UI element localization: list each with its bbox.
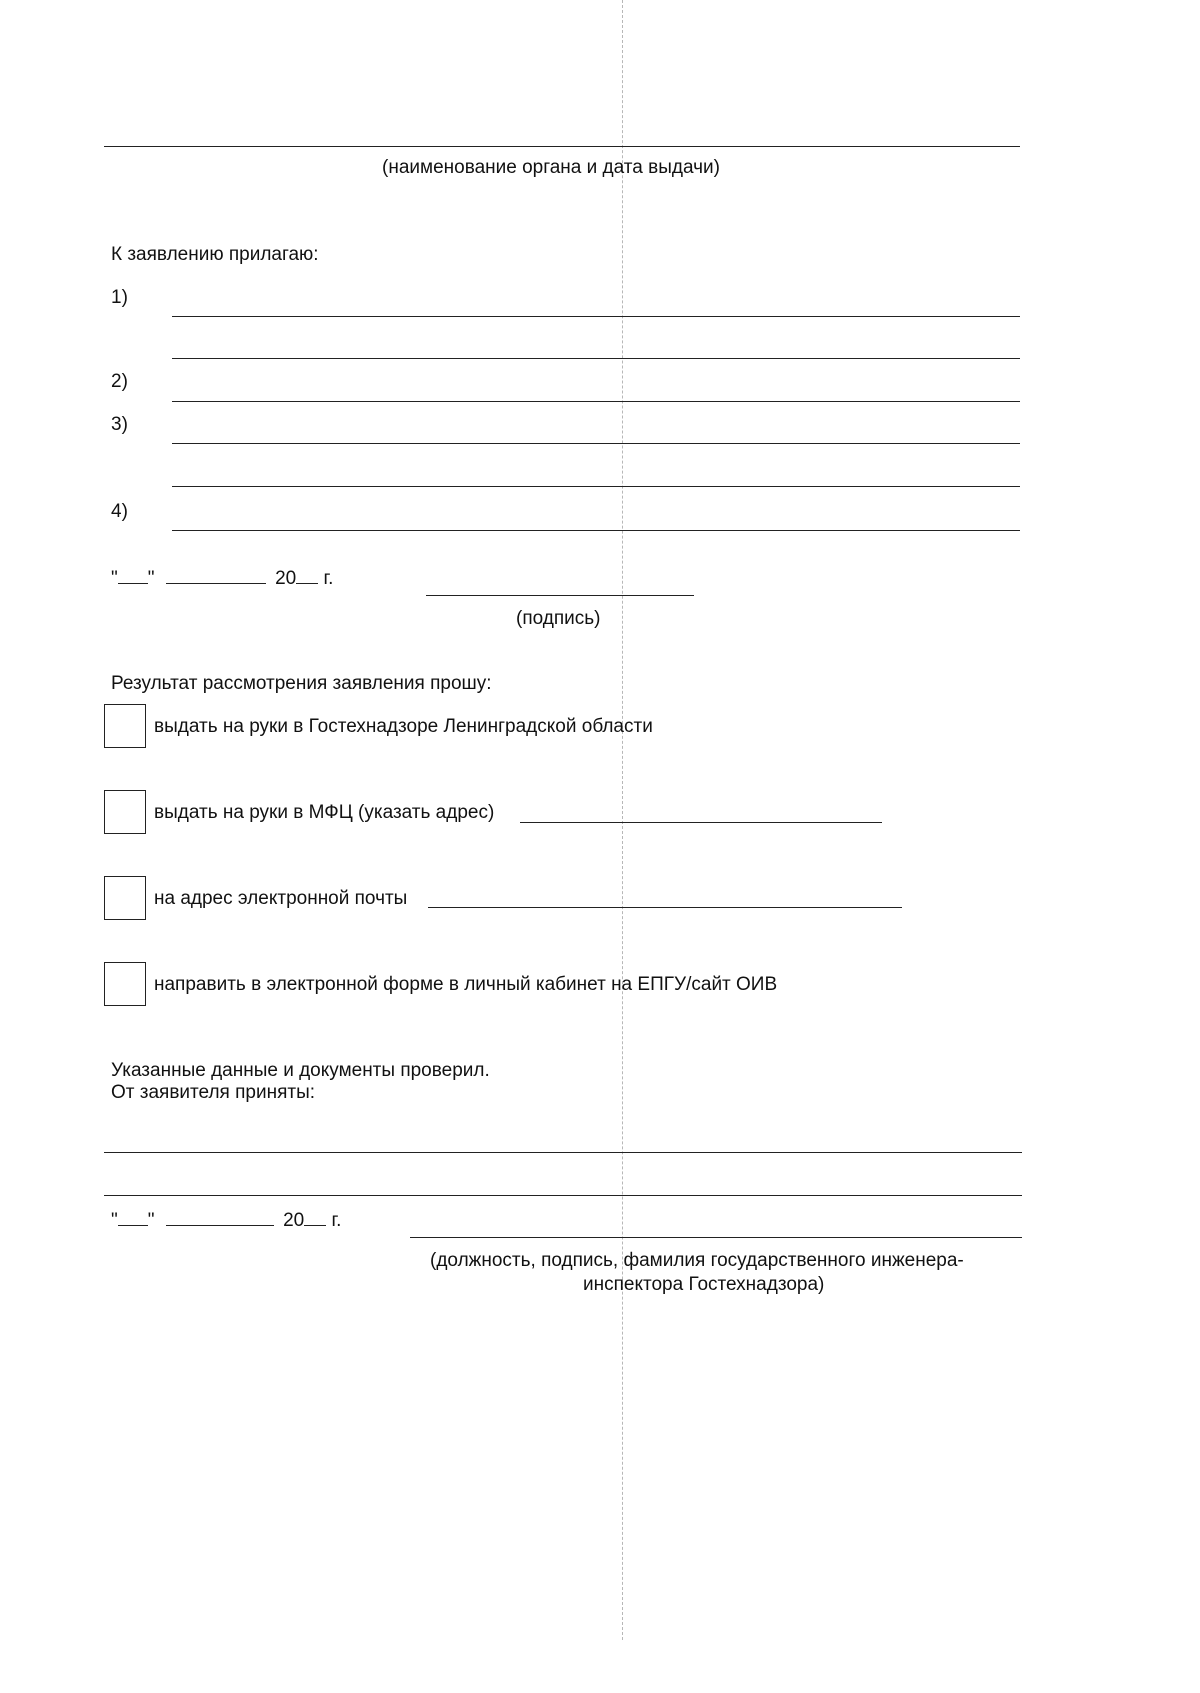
date-field-1[interactable] [111,565,333,590]
year-prefix: 20 [275,568,297,589]
day-blank[interactable] [118,1207,148,1226]
attachment-line-2[interactable] [172,401,1020,402]
attachment-number-3: 3) [111,414,128,435]
date-field-2[interactable] [111,1207,341,1232]
verification-line-1: Указанные данные и документы проверил. [111,1060,490,1081]
quote-close: " [147,1210,155,1231]
email-line[interactable] [428,907,902,908]
mfc-address-line[interactable] [520,822,882,823]
result-title: Результат рассмотрения заявления прошу: [111,673,492,694]
inspector-signature-line[interactable] [410,1237,1022,1238]
month-blank[interactable] [166,565,266,584]
verification-line-2: От заявителя приняты: [111,1082,315,1103]
option-checkbox-2[interactable] [104,790,146,834]
option-label-1: выдать на руки в Гостехнадзоре Ленинградской области [154,716,653,737]
attachment-number-4: 4) [111,501,128,522]
quote-open: " [111,568,118,589]
option-checkbox-4[interactable] [104,962,146,1006]
year-prefix: 20 [283,1210,305,1231]
attachment-line-1a[interactable] [172,316,1020,317]
received-line-2[interactable] [104,1195,1022,1196]
year-blank[interactable] [296,565,318,584]
issuer-line[interactable] [104,146,1020,147]
attachment-number-1: 1) [111,287,128,308]
quote-open: " [111,1210,118,1231]
option-checkbox-1[interactable] [104,704,146,748]
option-label-4: направить в электронной форме в личный кабинет на ЕПГУ/сайт ОИВ [154,974,778,995]
option-label-2: выдать на руки в МФЦ (указать адрес) [154,802,495,823]
inspector-caption-line-1: (должность, подпись, фамилия государственного инженера- [430,1250,964,1271]
attachment-line-1b[interactable] [172,358,1020,359]
signature-caption-1: (подпись) [516,608,601,629]
attachments-title: К заявлению прилагаю: [111,244,319,265]
issuer-caption: (наименование органа и дата выдачи) [382,157,720,178]
fold-line [622,0,623,1640]
option-checkbox-3[interactable] [104,876,146,920]
quote-close: " [147,568,155,589]
attachment-line-4[interactable] [172,530,1020,531]
signature-line-1[interactable] [426,595,694,596]
inspector-caption-line-2: инспектора Гостехнадзора) [583,1274,825,1295]
attachment-line-3a[interactable] [172,443,1020,444]
year-suffix: г. [331,1210,342,1231]
received-line-1[interactable] [104,1152,1022,1153]
option-label-3: на адрес электронной почты [154,888,408,909]
attachment-number-2: 2) [111,371,128,392]
day-blank[interactable] [118,565,148,584]
year-blank[interactable] [304,1207,326,1226]
month-blank[interactable] [166,1207,274,1226]
attachment-line-3b[interactable] [172,486,1020,487]
year-suffix: г. [323,568,334,589]
